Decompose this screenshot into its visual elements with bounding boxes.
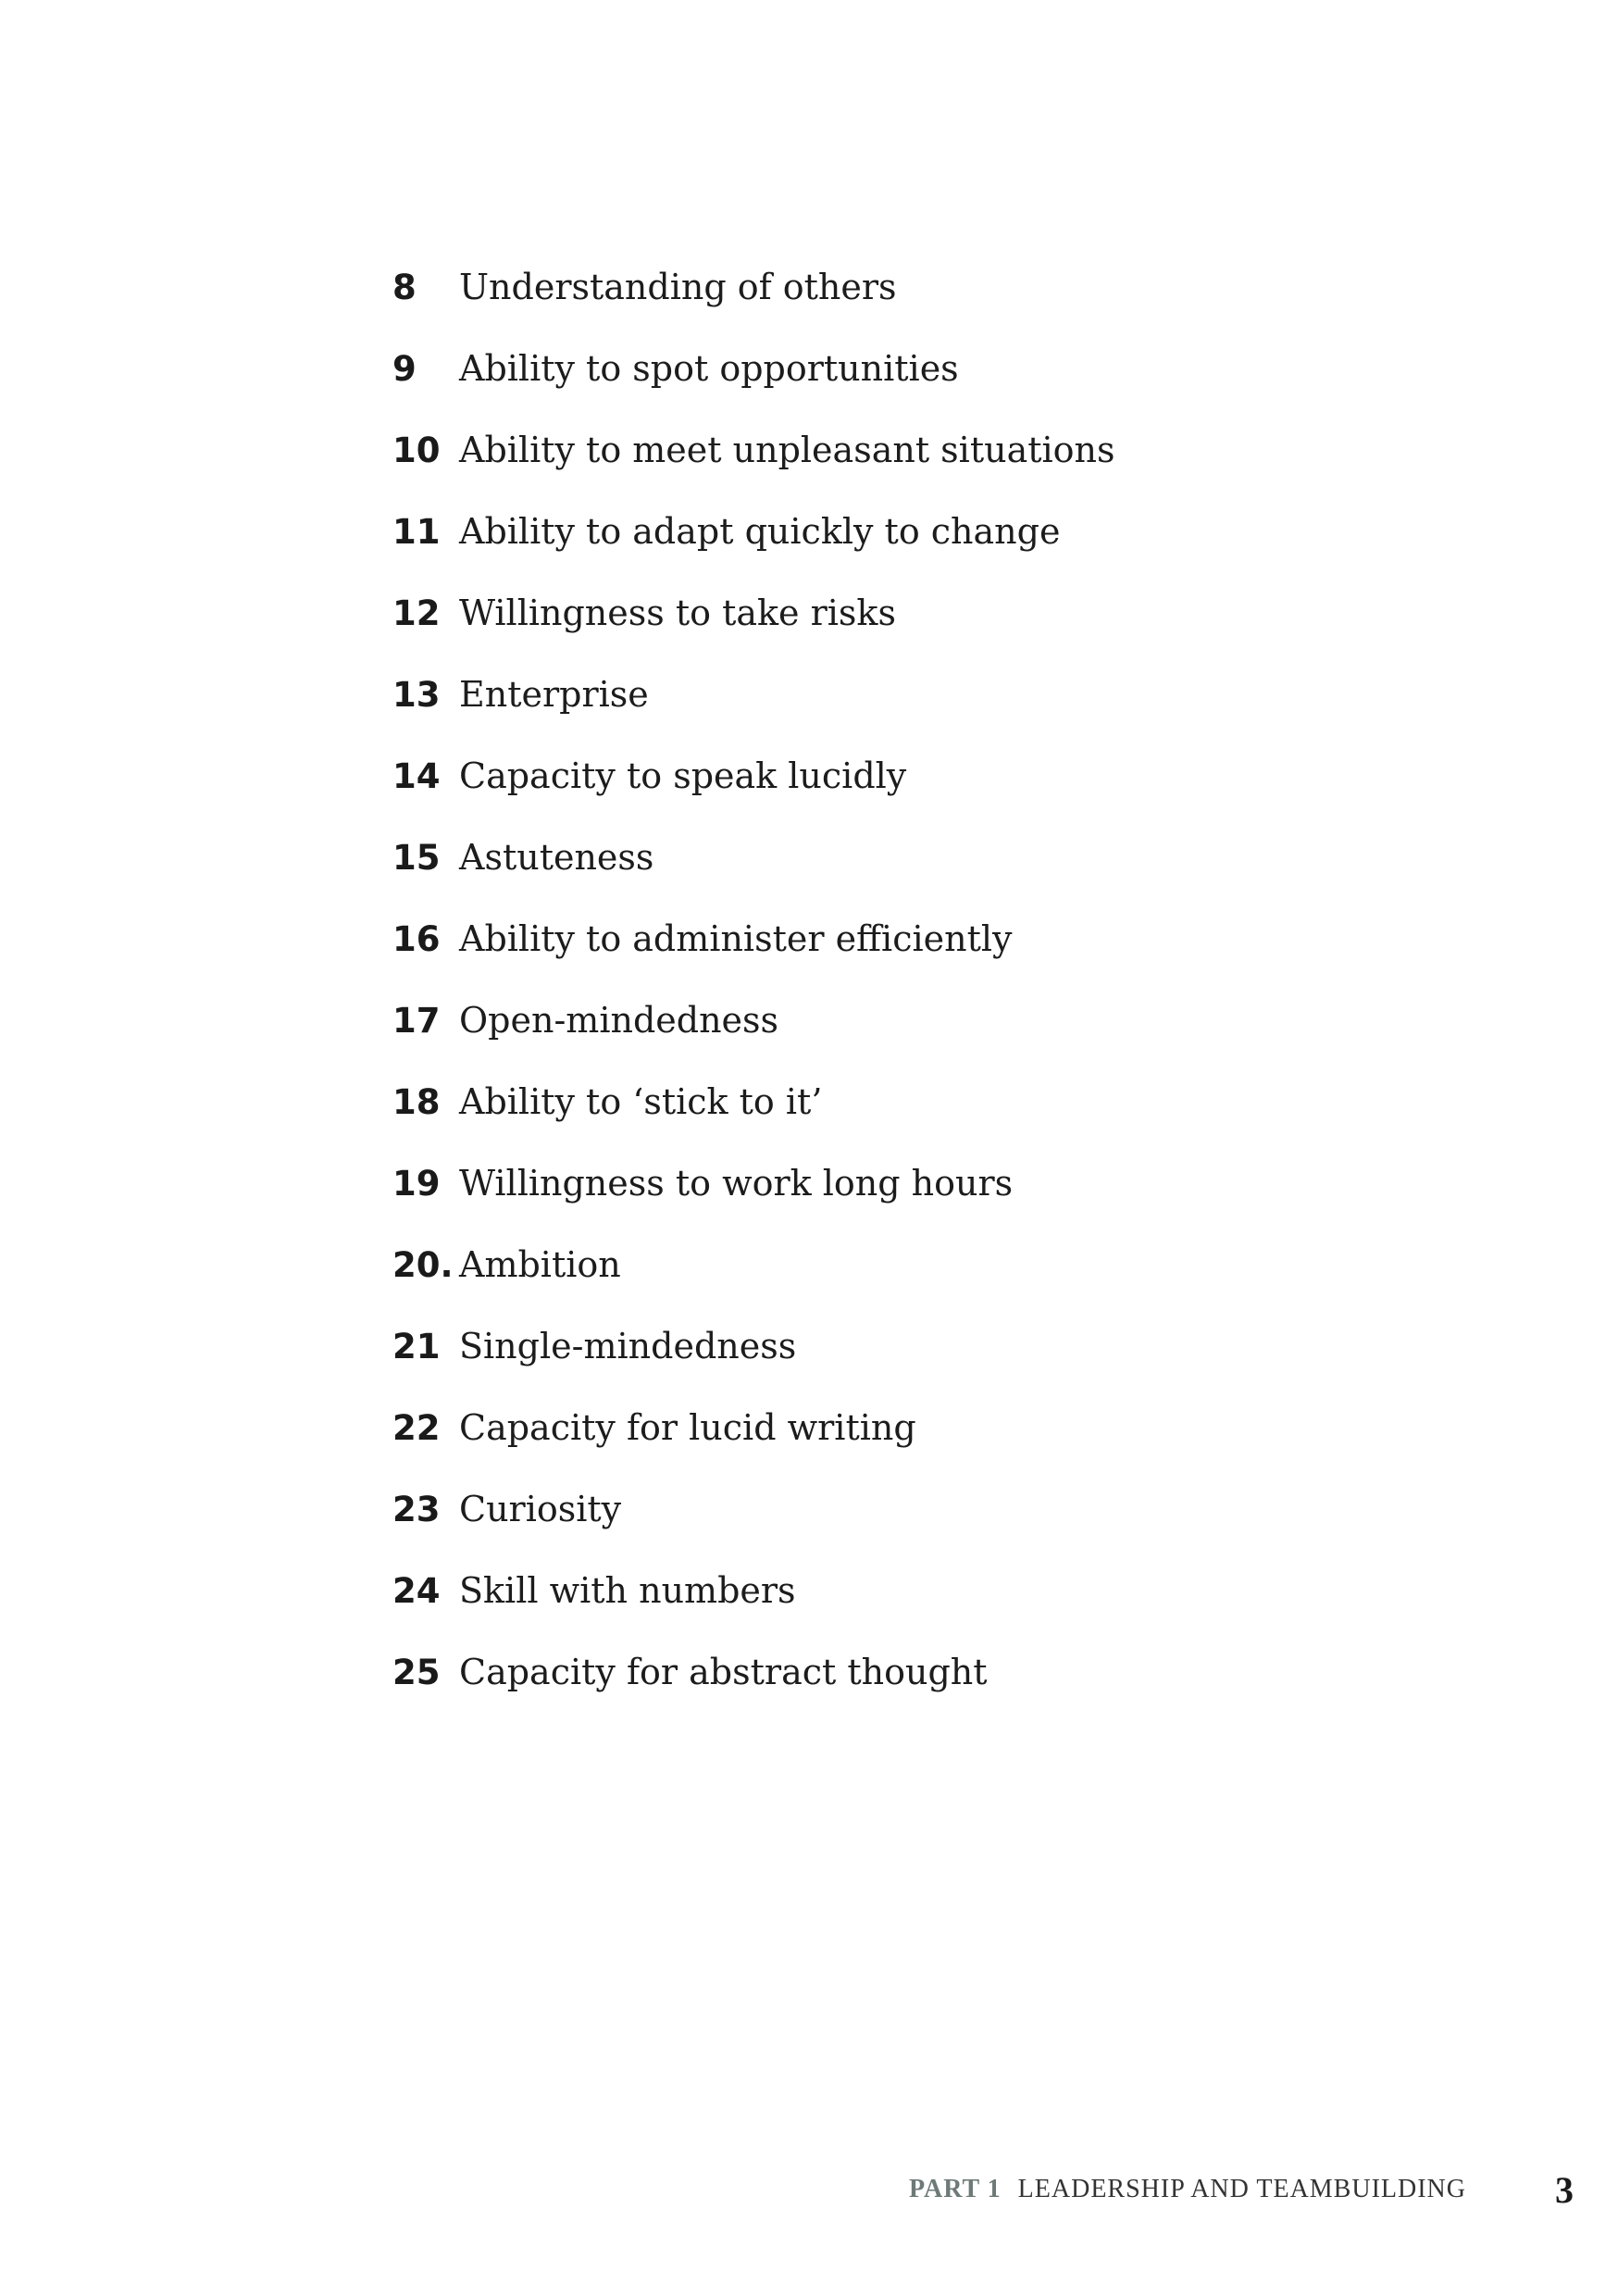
item-number: 9 xyxy=(392,348,417,389)
item-number: 19 xyxy=(392,1163,441,1204)
list-item xyxy=(392,1481,621,1537)
item-text: Single-mindedness xyxy=(459,1326,797,1366)
item-number: 21 xyxy=(392,1326,441,1366)
list-item xyxy=(392,1644,988,1700)
item-text: Enterprise xyxy=(459,674,649,715)
item-text: Willingness to work long hours xyxy=(459,1163,1014,1204)
list-item xyxy=(392,1400,916,1455)
item-text: Willingness to take risks xyxy=(459,593,896,633)
item-number: 11 xyxy=(392,511,441,552)
list-item xyxy=(392,911,1013,967)
item-text: Ability to spot opportunities xyxy=(459,348,959,389)
list-item xyxy=(392,1237,621,1292)
list-item xyxy=(392,748,906,804)
list-item xyxy=(392,341,959,396)
item-number: 14 xyxy=(392,755,441,796)
list-item xyxy=(392,1074,822,1129)
list-item xyxy=(392,830,653,885)
list-item xyxy=(392,1318,796,1374)
item-number: 25 xyxy=(392,1652,441,1692)
list-item xyxy=(392,504,1060,559)
item-text: Open-mindedness xyxy=(459,1000,779,1041)
item-number: 22 xyxy=(392,1407,441,1448)
list-item xyxy=(392,259,897,315)
item-number: 17 xyxy=(392,1000,441,1041)
page-footer xyxy=(833,2162,1574,2217)
item-text: Curiosity xyxy=(459,1489,622,1529)
item-text: Skill with numbers xyxy=(459,1570,796,1611)
footer-part-label: PART 1 xyxy=(909,2175,1002,2203)
item-number: 16 xyxy=(392,918,441,959)
item-number: 8 xyxy=(392,267,417,307)
item-text: Capacity for abstract thought xyxy=(459,1652,988,1692)
list-item xyxy=(392,585,896,641)
item-number: 12 xyxy=(392,593,441,633)
item-text: Ambition xyxy=(459,1244,621,1285)
qualities-list xyxy=(392,0,1503,1713)
item-text: Ability to adapt quickly to change xyxy=(459,511,1061,552)
item-text: Capacity for lucid writing xyxy=(459,1407,916,1448)
item-text: Ability to ‘stick to it’ xyxy=(459,1081,823,1122)
item-text: Ability to meet unpleasant situations xyxy=(459,430,1115,470)
page-number: 3 xyxy=(1555,2168,1574,2211)
item-number: 20. xyxy=(392,1244,454,1285)
item-text: Capacity to speak lucidly xyxy=(459,755,907,796)
item-number: 18 xyxy=(392,1081,441,1122)
item-number: 13 xyxy=(392,674,441,715)
item-number: 10 xyxy=(392,430,441,470)
list-item xyxy=(392,667,649,722)
item-text: Understanding of others xyxy=(459,267,897,307)
list-item xyxy=(392,422,1115,478)
item-number: 24 xyxy=(392,1570,441,1611)
item-number: 23 xyxy=(392,1489,441,1529)
list-item xyxy=(392,1563,796,1618)
item-number: 15 xyxy=(392,837,441,878)
footer-section-title: LEADERSHIP AND TEAMBUILDING xyxy=(1017,2175,1466,2203)
list-item xyxy=(392,1155,1013,1211)
list-item xyxy=(392,992,778,1048)
item-text: Ability to administer efficiently xyxy=(459,918,1013,959)
item-text: Astuteness xyxy=(459,837,654,878)
